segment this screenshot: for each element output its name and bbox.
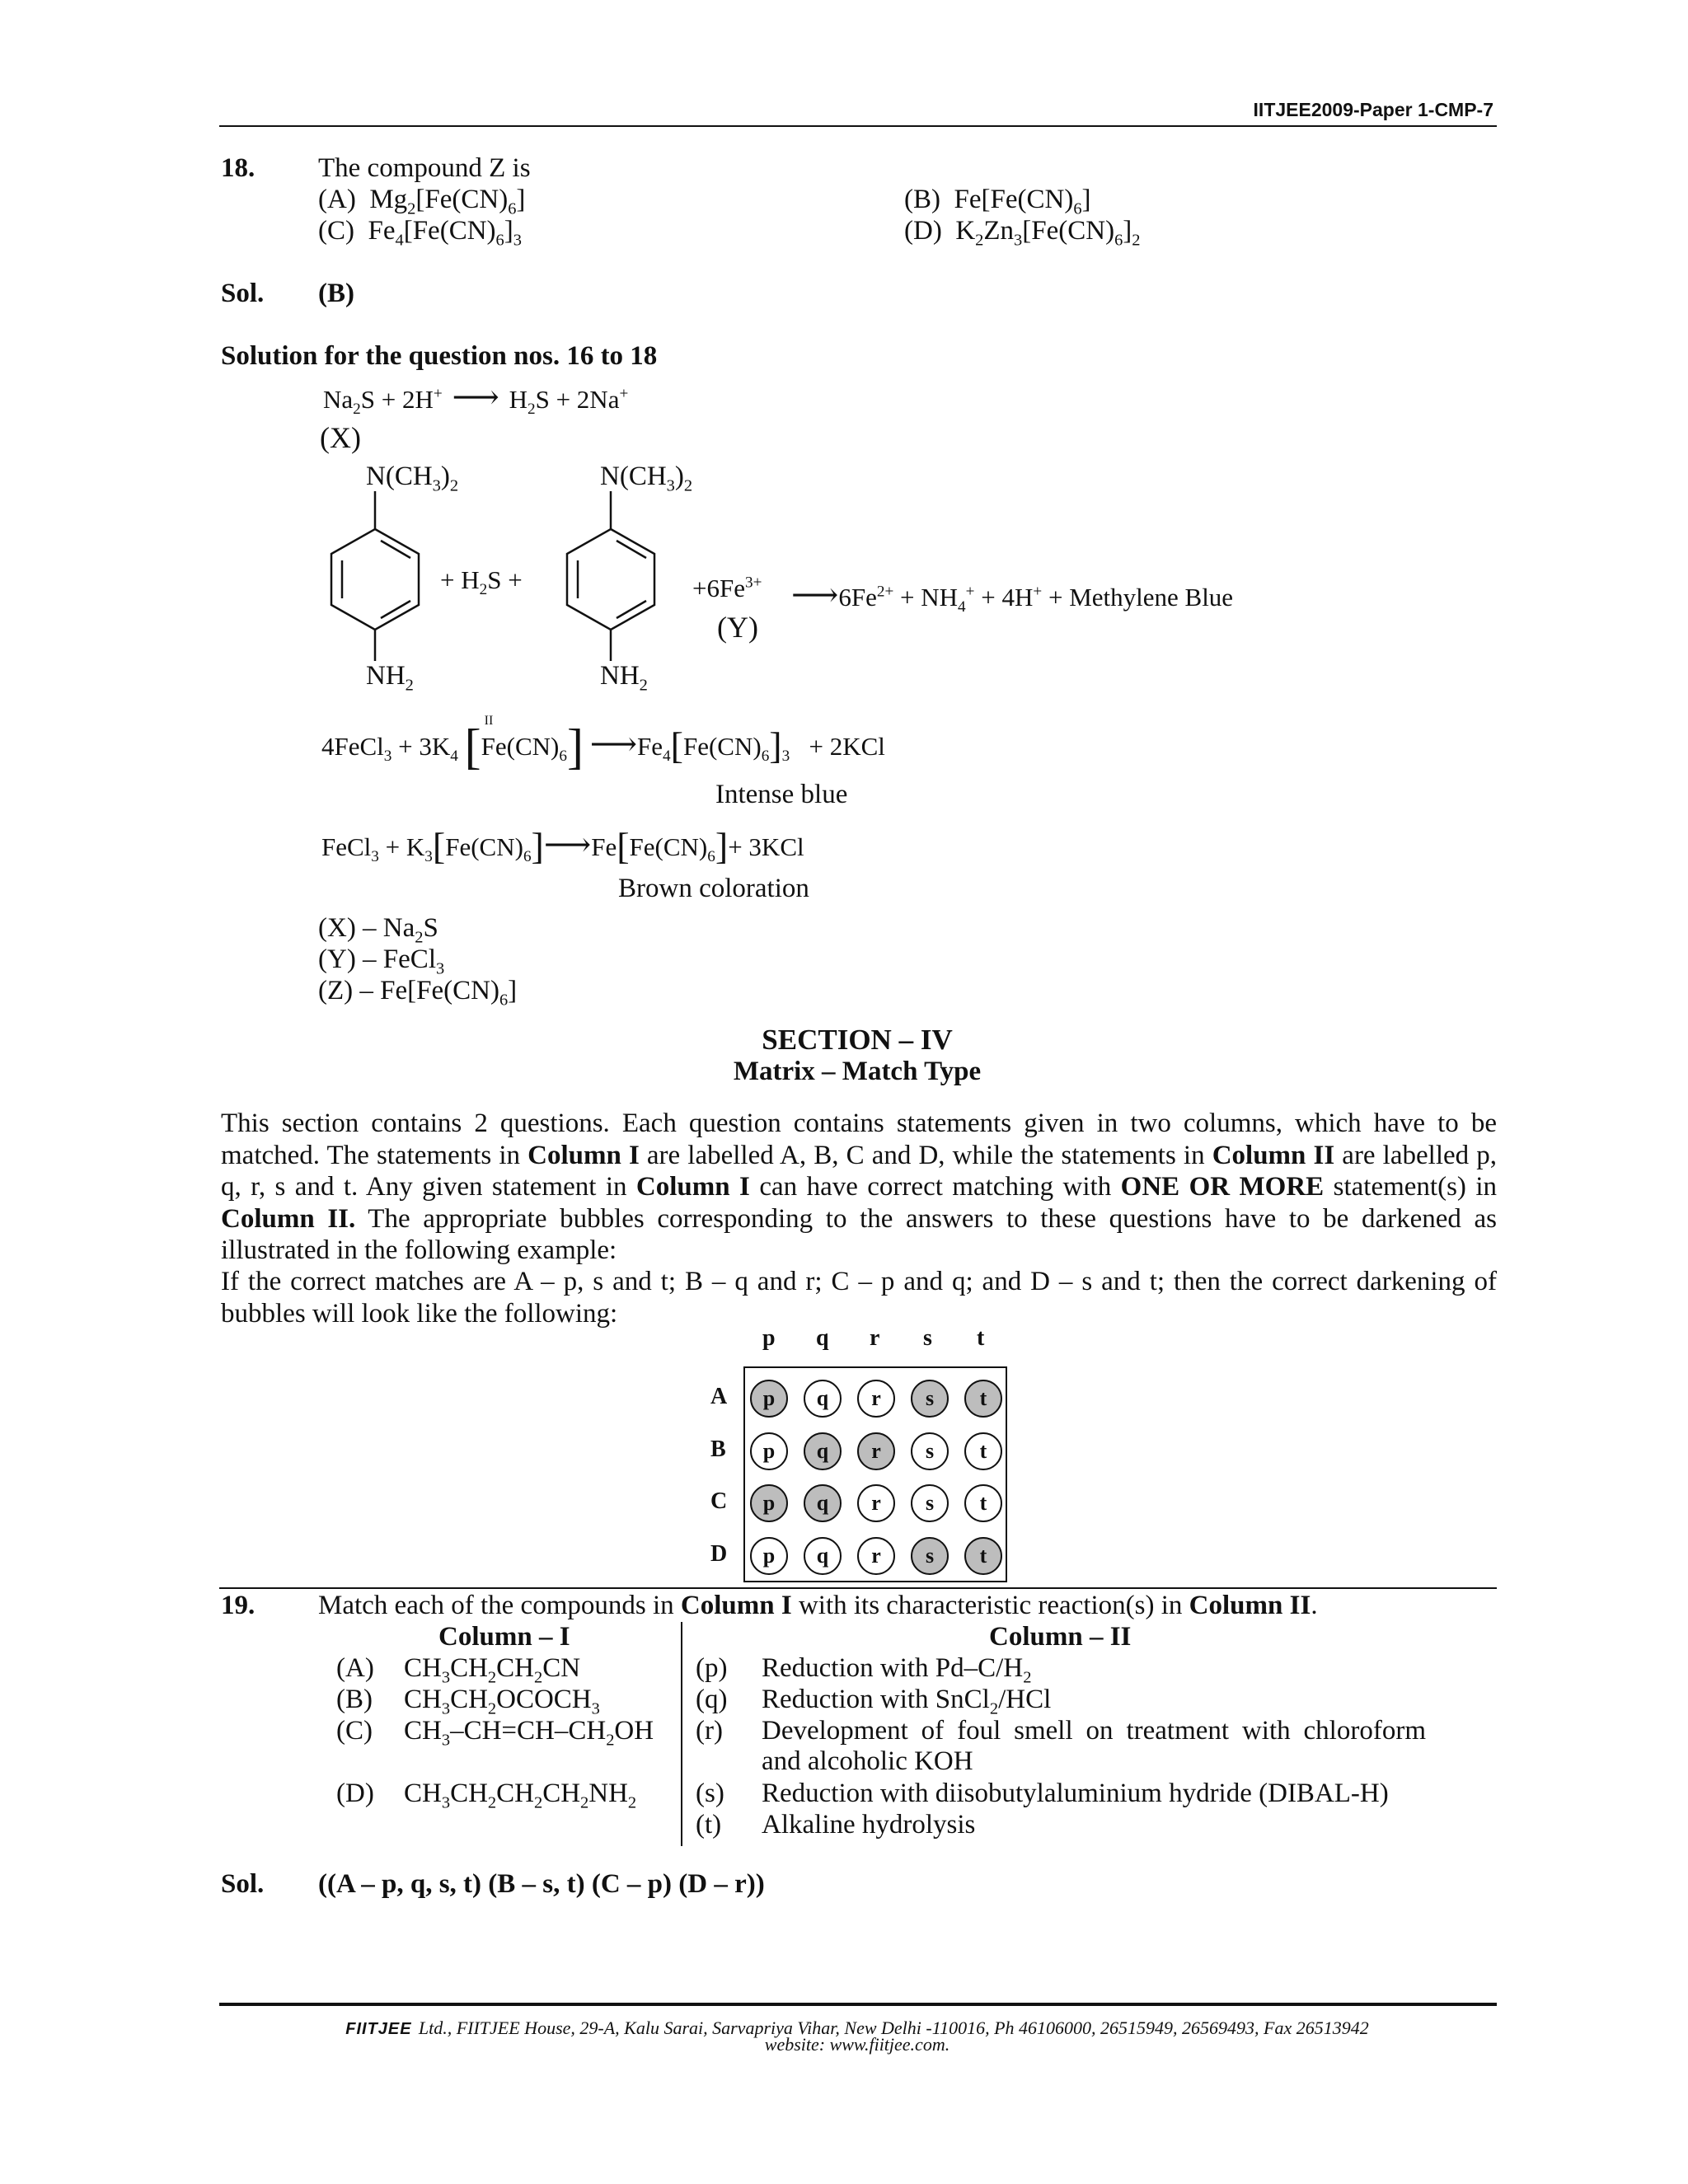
bubble-A-s: s xyxy=(911,1380,949,1418)
amine2-bottom-label: $NH_2$ xyxy=(600,661,648,695)
column-1-label: (C) xyxy=(336,1716,373,1746)
matrix-col-header: s xyxy=(923,1325,932,1351)
section-title: SECTION – IV xyxy=(762,1024,953,1056)
matrix-row-header: A xyxy=(710,1384,728,1409)
bubble-B-s: s xyxy=(911,1432,949,1470)
column-2-reaction: Reduction with SnCl$_2$/HCl xyxy=(762,1685,1052,1718)
section-subtitle: Matrix – Match Type xyxy=(733,1057,982,1086)
column-divider xyxy=(681,1622,682,1846)
bubble-C-s: s xyxy=(911,1484,949,1522)
q18-option-d: (D) $K_2Zn_3[Fe(CN)_6]_2$ xyxy=(904,216,1141,250)
fiitjee-logo: FIITJEE xyxy=(345,2020,412,2038)
bubble-A-t: t xyxy=(964,1380,1002,1418)
column-2-label: (p) xyxy=(696,1653,728,1683)
q18-option-c: (C) $Fe_4[Fe(CN)_6]_3$ xyxy=(318,216,522,250)
matrix-col-header: r xyxy=(870,1325,880,1351)
y-label: (Y) xyxy=(717,611,758,644)
header-rule xyxy=(219,125,1497,127)
section-example-text: If the correct matches are A – p, s and t; B – q and r; C – p and q; and D – s and t; then the correct darkening of bubbles will look like the following: xyxy=(221,1267,1497,1329)
bubble-D-p: p xyxy=(750,1537,788,1575)
amine2-top-label: $N(CH_3)_2$ xyxy=(600,462,693,495)
amine1-bottom-label: $NH_2$ xyxy=(366,661,414,695)
plus-h2s: + $H_2S$ + xyxy=(440,565,523,599)
matrix-row-header: B xyxy=(710,1436,726,1462)
bubble-matrix xyxy=(692,1325,1022,1589)
column-2-reaction: Reduction with $Pd-C/H_2$ xyxy=(762,1653,1032,1687)
bubble-A-p: p xyxy=(750,1380,788,1418)
matrix-row-header: C xyxy=(710,1488,728,1514)
bubble-B-q: q xyxy=(804,1432,842,1470)
column-1-label: (D) xyxy=(336,1779,374,1808)
bubble-D-s: s xyxy=(911,1537,949,1575)
column-2-label: (s) xyxy=(696,1779,724,1808)
bubble-D-t: t xyxy=(964,1537,1002,1575)
column-1-compound: $CH_3CH_2OCOCH_3$ xyxy=(404,1685,600,1718)
column-2-label: (t) xyxy=(696,1810,722,1840)
bubble-C-r: r xyxy=(857,1484,895,1522)
benzene-ring-2 xyxy=(557,491,664,664)
bubble-C-q: q xyxy=(804,1484,842,1522)
bubble-C-p: p xyxy=(750,1484,788,1522)
x-identity: $(X) - Na_2S$ xyxy=(318,913,438,947)
bubble-D-q: q xyxy=(804,1537,842,1575)
solution-heading: Solution for the question nos. 16 to 18 xyxy=(221,341,658,371)
z-identity: $(Z) - Fe[Fe(CN)_6]$ xyxy=(318,976,518,1010)
column-2-reaction: Development of foul smell on treatment with chloroform and alcoholic KOH xyxy=(762,1716,1426,1776)
matrix-col-header: p xyxy=(762,1325,776,1351)
intense-blue-label: Intense blue xyxy=(715,780,848,809)
column-2-reaction: Reduction with diisobutylaluminium hydride (DIBAL-H) xyxy=(762,1779,1389,1808)
equation-prussian-blue: 4FeCl$_3$ + $3K_4$ [ II $Fe(CN)_6$] $⟶Fe_4[Fe(CN)_6]_3$ + 2KCl xyxy=(321,714,885,774)
column-1-label: (A) xyxy=(336,1653,374,1683)
ferric-ion: $+6Fe^{3+}$ xyxy=(692,574,762,602)
column-1-compound: $CH_3CH_2CH_2CN$ xyxy=(404,1653,581,1687)
benzene-ring-1 xyxy=(321,491,429,664)
bubble-B-r: r xyxy=(857,1432,895,1470)
column-1-label: (B) xyxy=(336,1685,373,1714)
q19-stem: Match each of the compounds in Column I with its characteristic reaction(s) in Column II. xyxy=(318,1591,1318,1620)
bubble-A-q: q xyxy=(804,1380,842,1418)
amine1-top-label: $N(CH_3)_2$ xyxy=(366,462,459,495)
column-2-heading: Column – II xyxy=(989,1622,1132,1652)
q18-stem: The compound Z is xyxy=(318,153,531,183)
q18-sol-answer: (B) xyxy=(318,279,354,308)
column-2-label: (q) xyxy=(696,1685,728,1714)
bubble-B-p: p xyxy=(750,1432,788,1470)
footer-rule xyxy=(219,2003,1497,2006)
q18-sol-label: Sol. xyxy=(221,279,265,308)
y-identity: (Y) – FeCl$_3$ xyxy=(318,944,445,978)
bubble-A-r: r xyxy=(857,1380,895,1418)
column-2-label: (r) xyxy=(696,1716,723,1746)
column-2-reaction: Alkaline hydrolysis xyxy=(762,1810,976,1840)
matrix-col-header: t xyxy=(977,1325,985,1351)
column-1-compound: $CH_3CH_2CH_2CH_2NH_2$ xyxy=(404,1779,637,1812)
q18-option-b: (B) $Fe[Fe(CN)_6]$ xyxy=(904,185,1091,218)
bubble-D-r: r xyxy=(857,1537,895,1575)
matrix-row-header: D xyxy=(710,1541,728,1567)
bubble-B-t: t xyxy=(964,1432,1002,1470)
footer-address: Ltd., FIITJEE House, 29-A, Kalu Sarai, Sarvapriya Vihar, New Delhi -110016, Ph 46106000, 26515949, 26569493, Fax 26513942 xyxy=(418,2018,1369,2038)
header-title: IITJEE2009-Paper 1-CMP-7 xyxy=(1253,99,1493,120)
equation-brown: FeCl$_3$ + $K_3[Fe(CN)_6]⟶Fe[Fe(CN)_6]+ 3KCl$ xyxy=(321,825,804,867)
matrix-col-header: q xyxy=(816,1325,829,1351)
footer-website: website: www.fiitjee.com. xyxy=(764,2034,950,2055)
q19-sol-label: Sol. xyxy=(221,1869,265,1899)
methylene-blue-products: $⟶6Fe^{2+} + NH_4^+ + 4H^+$ + Methylene Blue xyxy=(791,576,1234,616)
column-1-compound: $CH_3-CH=CH-CH_2OH$ xyxy=(404,1716,654,1750)
q18-option-a: (A) $Mg_2[Fe(CN)_6]$ xyxy=(318,185,526,218)
q19-sol-answer: ((A – p, q, s, t) (B – s, t) (C – p) (D – r)) xyxy=(318,1869,765,1899)
equation-sodium-sulfide: $Na_2S + 2H^+$ ⟶ $H_2S + 2Na^+$ xyxy=(323,378,629,419)
bubble-C-t: t xyxy=(964,1484,1002,1522)
q19-number: 19. xyxy=(221,1591,256,1620)
q18-number: 18. xyxy=(221,153,256,183)
q19-top-rule xyxy=(219,1587,1497,1589)
brown-coloration-label: Brown coloration xyxy=(618,874,809,903)
section-instructions: This section contains 2 questions. Each question contains statements given in two columns, which have to be matched. The statements in Column I are labelled A, B, C and D, while the statements in Column II are labelled p, q, r, s and t. Any given statement in Column I can have correct matching with ONE OR MORE statement(s) in Column II. The appropriate bubbles corresponding to the answers to these questions have to be darkened as illustrated in the following example: xyxy=(221,1108,1498,1265)
x-label: (X) xyxy=(320,421,361,454)
column-1-heading: Column – I xyxy=(438,1622,570,1652)
